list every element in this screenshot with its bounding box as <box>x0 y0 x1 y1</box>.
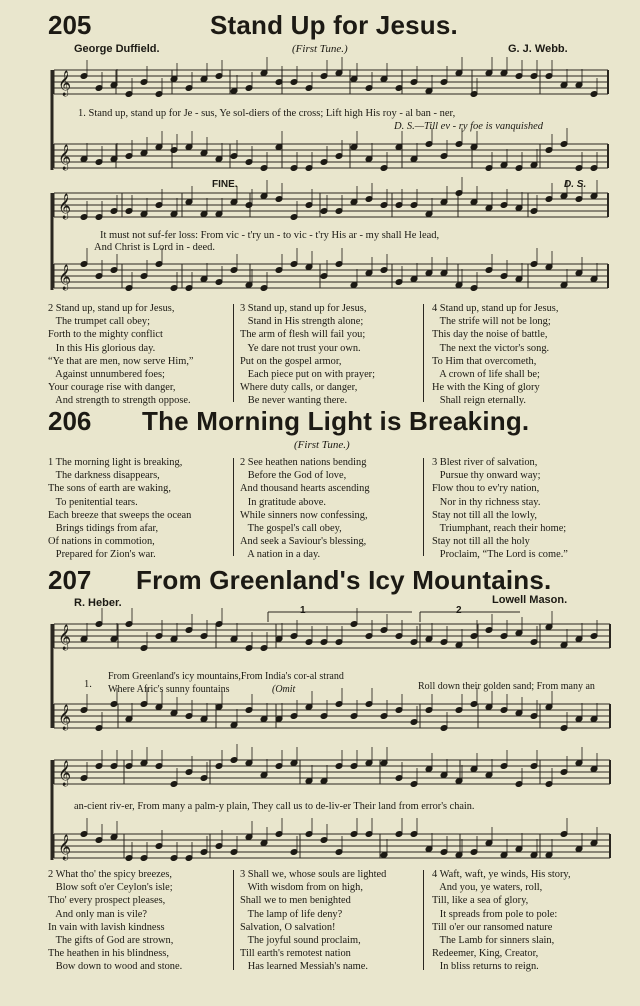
hymn-207-verse-4: 4 Waft, waft, ye winds, His story, And you, ye waters, roll, Till, like a sea of glory, It spreads from pole to pole: Till o'er our ransomed nature The Lamb for sinners slain, Redeemer, King, Creator, In bliss returns to reign. <box>432 869 571 973</box>
svg-text:𝄞: 𝄞 <box>58 265 72 290</box>
svg-text:𝄞: 𝄞 <box>58 761 72 786</box>
hymn-205-verse-3: 3 Stand up, stand up for Jesus, Stand in His strength alone; The arm of flesh will fail you; Ye dare not trust your own. Put on the gospel armor, Each piece put on with prayer; Where duty calls, or danger, Be never wanting there. <box>240 303 376 407</box>
hymn-207-verse-2: 2 What tho' the spicy breezes, Blow soft o'er Ceylon's isle; Tho' every prospect pleases, And only man is vile? In vain with lavish kindness The gifts of God are strown, The heathen in his blindness, Bow down to wood and stone. <box>48 869 183 973</box>
hymn-207-lyric-line-2: an-cient riv-er, From many a palm-y plain, They call us to de-liv-er Their land from error's chain. <box>74 801 475 812</box>
hymn-206-tune: (First Tune.) <box>294 439 350 451</box>
hymn-205-lyric-line-2a: It must not suf-fer loss: From vic - t'ry un - to vic - t'ry His ar - my shall He lead, <box>100 230 440 241</box>
hymn-205-ds-mark: D. S. <box>564 179 587 190</box>
hymn-207-title: From Greenland's Icy Mountains. <box>136 565 552 595</box>
second-ending-label: 2 <box>456 605 462 616</box>
svg-text:𝄞: 𝄞 <box>58 625 72 650</box>
hymn-207-lyric-line-1c: Roll down their golden sand; From many an <box>418 681 595 692</box>
svg-text:𝄞: 𝄞 <box>58 71 72 96</box>
column-divider <box>423 870 424 970</box>
hymn-205-ds-lyric: D. S.—Till ev - ry foe is vanquished <box>394 121 544 132</box>
hymn-205-composer: G. J. Webb. <box>508 43 568 55</box>
hymn-205-author: George Duffield. <box>74 43 160 55</box>
hymn-207-author: R. Heber. <box>74 597 122 609</box>
hymn-205-verse-4: 4 Stand up, stand up for Jesus, The strife will not be long; This day the noise of battle, The next the victor's song. To Him that overcometh, A crown of life shall be; He with the King of glory Shall reign eternally. <box>432 303 559 407</box>
hymn-205-tune: (First Tune.) <box>292 43 348 55</box>
hymn-205-number: 205 <box>48 10 92 40</box>
column-divider <box>233 458 234 556</box>
svg-text:𝄞: 𝄞 <box>58 835 72 860</box>
svg-text:𝄞: 𝄞 <box>58 145 72 170</box>
hymn-206-verse-2: 2 See heathen nations bending Before the God of love, And thousand hearts ascending In gratitude above. While sinners now confessing, The gospel's call obey, And seek a Saviour's blessing, A nation in a day. <box>240 457 370 561</box>
column-divider <box>423 458 424 556</box>
column-divider <box>233 304 234 402</box>
hymn-205-fine-mark: FINE. <box>212 179 238 190</box>
hymn-207-number: 207 <box>48 565 92 595</box>
hymn-207-verse-number: 1. <box>84 679 92 690</box>
hymn-205-verse-2: 2 Stand up, stand up for Jesus, The trumpet call obey; Forth to the mighty conflict In this His glorious day. “Ye that are men, now serve Him,” Against unnumbered foes; Your courage rise with danger, And strength to strength oppose. <box>48 303 194 407</box>
hymn-207-verse-3: 3 Shall we, whose souls are lighted With wisdom from on high, Shall we to men benighted The lamp of life deny? Salvation, O salvation! The joyful sound proclaim, Till earth's remotest nation Has learned Messiah's name. <box>240 869 387 973</box>
svg-text:𝄞: 𝄞 <box>58 705 72 730</box>
hymn-205-title: Stand Up for Jesus. <box>210 10 458 40</box>
hymn-207-composer: Lowell Mason. <box>492 594 568 606</box>
column-divider <box>233 870 234 970</box>
column-divider <box>423 304 424 402</box>
hymn-207-omit-mark: (Omit <box>272 684 296 695</box>
hymn-206-verse-3: 3 Blest river of salvation, Pursue thy onward way; Flow thou to ev'ry nation, Nor in thy richness stay. Stay not till all the lowly, Triumphant, reach their home; Stay not till all the holy Proclaim, “The Lord is come.” <box>432 457 568 561</box>
hymn-206-number: 206 <box>48 406 92 436</box>
hymn-205-lyric-line-1: 1. Stand up, stand up for Je - sus, Ye sol-diers of the cross; Lift high His roy - al ban - ner, <box>78 108 456 119</box>
hymn-207-lyric-line-1a: From Greenland's icy mountains,From India's cor-al strand <box>108 671 344 682</box>
svg-text:𝄞: 𝄞 <box>58 194 72 219</box>
hymn-206-verse-1: 1 The morning light is breaking, The darkness disappears, The sons of earth are waking, To penitential tears. Each breeze that sweeps the ocean Brings tidings from afar, Of nations in commotion, Prepared for Zion's war. <box>48 457 192 561</box>
first-ending-label: 1 <box>300 605 306 616</box>
hymn-206-title: The Morning Light is Breaking. <box>142 406 530 436</box>
hymn-207-lyric-line-1b: Where Afric's sunny fountains <box>108 684 230 695</box>
hymn-205-lyric-line-2b: And Christ is Lord in - deed. <box>94 242 216 253</box>
